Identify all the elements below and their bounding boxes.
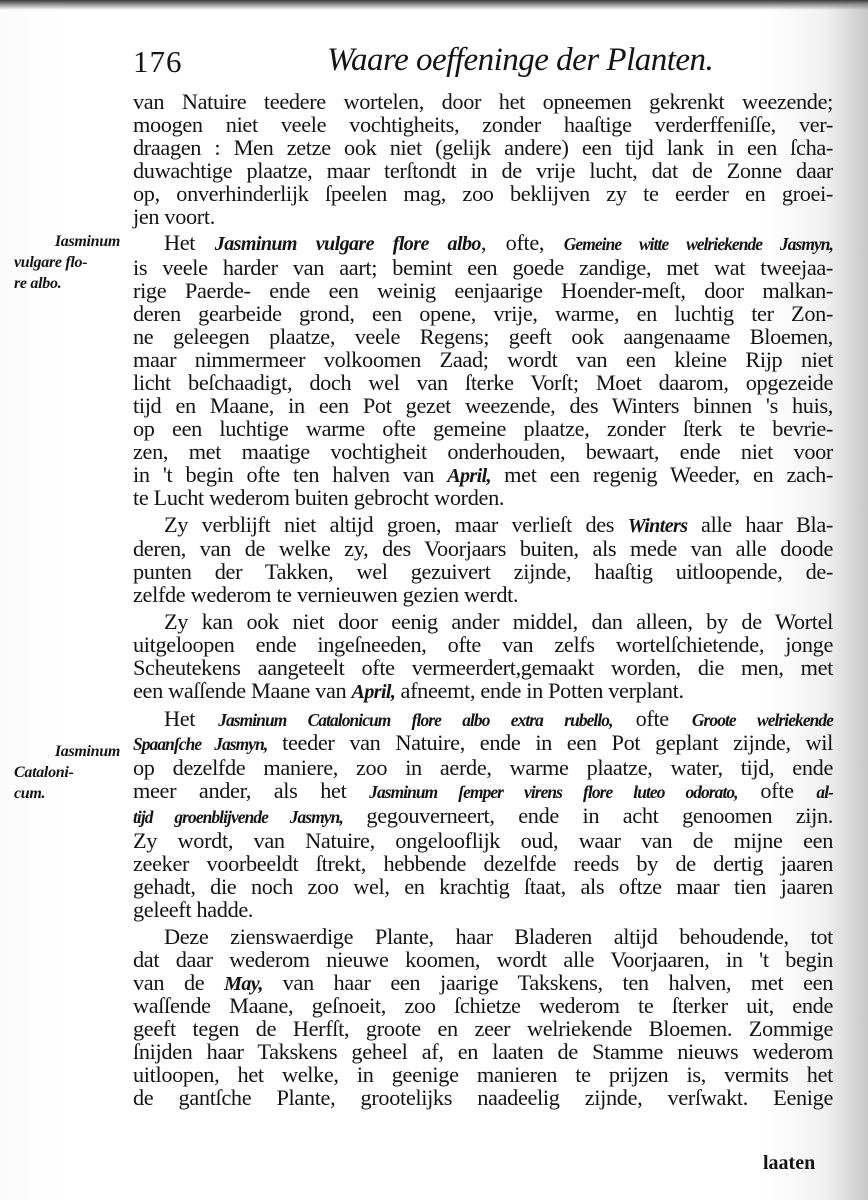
- text-line: [133, 514, 833, 538]
- scan-edge-shadow: [0, 0, 868, 10]
- paragraph-pruning: [133, 923, 834, 1111]
- text-line: ſnijden haar Takskens geheel af, en laaten de Stamme nieuws wederom: [133, 1039, 833, 1065]
- text-run: , ofte,: [480, 230, 564, 256]
- text-line: geleeft hadde.: [133, 896, 254, 922]
- text-line: moogen niet veele vochtigheits, zonder haaſtige verderffeniſſe, ver-: [133, 111, 833, 137]
- text-line: gehadt, die noch zoo wel, en krachtig ſtaat, als oftze maar tien jaaren: [133, 873, 833, 899]
- latin-name: Jasminum ſemper virens flore luteo odorato,: [369, 783, 738, 803]
- text-run: gegouverneert, ende in acht genoomen zijn.: [342, 803, 833, 829]
- margin-note-line: Iasminum: [54, 743, 120, 760]
- text-line: Zy wordt, van Natuire, ongelooflijk oud, waar van de mijne een: [133, 828, 833, 854]
- margin-note-line: Cataloni-: [14, 764, 74, 781]
- text-run: afneemt, ende in Potten verplant.: [395, 677, 684, 703]
- common-name: Spaanſche Jasmyn,: [133, 735, 268, 755]
- text-line: licht beſchaadigt, doch wel van ſterke Vorſt; Moet daarom, opgezeide: [133, 369, 833, 395]
- text-line: te Lucht wederom buiten gebrocht worden.: [133, 485, 505, 511]
- text-line: dat daar wederom nieuwe koomen, wordt alle Voorjaaren, in 't begin: [133, 946, 833, 972]
- text-line: ne geleegen plaatze, veele Regens; geeft ook aangenaame Bloemen,: [133, 324, 833, 350]
- latin-name: Jasminum vulgare flore albo: [214, 233, 481, 256]
- text-line: is veele harder van aart; bemint een goede zandige, met wat tweejaa-: [133, 255, 833, 281]
- margin-note-line: Iasminum: [54, 233, 120, 250]
- text-line: Zy kan ook niet door eenig ander middel, dan alleen, by de Wortel: [164, 608, 833, 634]
- paragraph-continuation: [133, 91, 833, 228]
- text-run: teeder van Natuire, ende in een Pot geplant zijnde, wil: [267, 730, 833, 756]
- text-line: [133, 705, 833, 733]
- text-line: [133, 805, 833, 830]
- text-line: Deze zienswaerdige Plante, haar Bladeren altijd behoudende, tot: [164, 923, 833, 949]
- margin-note-line: re albo.: [14, 275, 62, 292]
- page-header: [133, 42, 843, 82]
- text-run: meer ander, als het: [133, 778, 370, 804]
- text-run: van haar een jaarige Takskens, ten halven, met een: [262, 969, 834, 995]
- text-line: waſſende Maane, geſnoeit, zoo ſchietze wederom te ſterker uit, ende: [133, 993, 833, 1019]
- margin-note-jasminum-vulgare: [14, 231, 124, 294]
- text-line: maar nimmermeer volkoomen Zaad; wordt van een kleine Rijp niet: [133, 346, 833, 372]
- text-line: [133, 232, 833, 257]
- text-run: Het: [164, 705, 219, 731]
- text-run: ofte: [737, 778, 817, 804]
- text-run: van de: [133, 969, 225, 995]
- text-line: op een luchtige warme ofte gemeine plaatze, zonder ſterk te bevrie-: [133, 415, 833, 441]
- text-line: [133, 461, 833, 488]
- text-line: zelfde wederom te vernieuwen gezien werdt.: [133, 582, 519, 608]
- paragraph-jasminum-vulgare: [133, 232, 833, 510]
- common-name: Gemeine witte welriekende Jasmyn,: [563, 235, 833, 255]
- latin-name: Jasminum Catalonicum flore albo extra rubello,: [218, 710, 613, 730]
- text-run: een waſſende Maane van: [133, 677, 352, 703]
- text-line: zen, met maatige vochtigheit onderhouden, bewaart, ende niet voor: [133, 438, 833, 464]
- text-run: met een regenig Weeder, en zach-: [490, 461, 833, 487]
- text-line: op, onverhinderlijk ſpeelen mag, zoo beklijven zy te eerder en groei-: [133, 180, 833, 206]
- text-line: zeeker voorbeeldt ſtrekt, hebbende dezelfde reeds by de dertig jaaren: [133, 851, 833, 876]
- margin-note-jasminum-catalonicum: [14, 741, 124, 804]
- text-line: van Natuire teedere wortelen, door het opneemen gekrenkt weezende;: [133, 89, 833, 114]
- paragraph-propagation: [133, 608, 833, 704]
- margin-note-line: vulgare flo-: [14, 254, 88, 271]
- running-title: Waare oeffeninge der Planten.: [327, 42, 714, 78]
- text-line: op dezelfde maniere, zoo in aerde, warme plaatze, water, tijd, ende: [133, 755, 833, 781]
- text-run: ofte: [612, 705, 692, 731]
- text-line: rige Paerde- ende een weinig eenjaarige Hoender-meſt, door malkan-: [133, 278, 833, 304]
- season-name: Winters: [627, 515, 688, 538]
- text-run: Zy verblijft niet altijd groen, maar verlieſt des: [164, 512, 628, 538]
- text-line: [133, 780, 833, 805]
- common-name: tijd groenblijvende Jasmyn,: [133, 808, 343, 828]
- text-line: uitloopen, het welke, in geenige manieren te prijzen is, vermits het: [133, 1062, 833, 1088]
- text-line: punten der Takken, wel gezuivert zijnde, haaſtig uitloopende, de-: [133, 559, 833, 585]
- text-line: geeft tegen de Herfſt, groote en zeer welriekende Bloemen. Zommige: [133, 1016, 833, 1042]
- body-text: [133, 91, 833, 1110]
- text-line: duwachtige plaatze, maar terſtondt in de vrije lucht, dat de Zonne daar: [133, 157, 833, 183]
- text-line: deren, van de welke zy, des Voorjaars buiten, als mede van alle doode: [133, 536, 833, 562]
- text-line: uitgeloopen ende ingeſneeden, ofte van zelfs wortelſchietende, jonge: [133, 631, 833, 657]
- month-name: May,: [224, 972, 263, 995]
- paragraph-leaves: [133, 514, 833, 607]
- text-line: deren gearbeide grond, een opene, vrije, warme, en luchtig ter Zon-: [133, 301, 833, 327]
- common-name: Groote welriekende: [691, 710, 833, 730]
- text-line: draagen : Men zetze ook niet (gelijk andere) een tijd lank in een ſcha-: [133, 134, 833, 160]
- text-run: in 't begin ofte ten halven van: [133, 461, 448, 487]
- margin-note-line: cum.: [14, 785, 46, 802]
- text-line: tijd en Maane, in een Pot gezet weezende, des Winters binnen 's huis,: [133, 392, 833, 418]
- catchword: laaten: [763, 1152, 816, 1174]
- month-name: April,: [351, 680, 396, 703]
- text-line: de gantſche Plante, grootelijks naadeelig zijnde, verſwakt. Eenige: [133, 1085, 833, 1111]
- text-line: [133, 969, 834, 996]
- page-number: 176: [133, 44, 183, 79]
- text-line: [133, 677, 833, 704]
- text-run: Het: [164, 230, 215, 256]
- text-line: jen voort.: [133, 203, 215, 229]
- text-line: [133, 732, 833, 757]
- common-name: al-: [816, 783, 834, 803]
- text-run: alle haar Bla-: [687, 512, 833, 538]
- text-line: Scheutekens aangeteelt ofte vermeerdert,gemaakt worden, die men, met: [133, 654, 833, 680]
- paragraph-jasminum-catalonicum: [133, 705, 834, 922]
- month-name: April,: [447, 464, 491, 487]
